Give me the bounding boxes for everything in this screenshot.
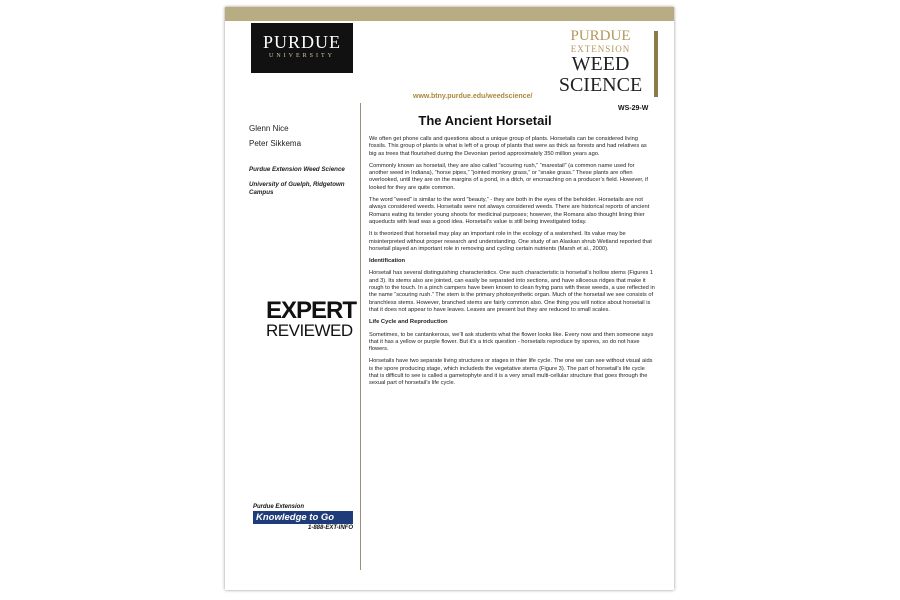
article-body (369, 136, 655, 393)
ktg-line1: Purdue Extension (253, 504, 305, 510)
ext-logo-line2: EXTENSION (570, 44, 631, 54)
paragraph: It is theorized that horsetail may play an important role in the ecology of a watershed. Its value may be misinterpreted without proper research and understanding. One study of an Alaskan shrub Wetland reported that horsetail played an important role in removing and cycling certain nutrients (Marsh et al., 2000). (369, 231, 652, 252)
ext-logo-line3: WEED (571, 53, 630, 75)
section-heading: Life Cycle and Reproduction (369, 319, 448, 326)
expert-reviewed-badge (266, 297, 357, 340)
document-number: WS-29-W (618, 105, 649, 112)
paragraph: Sometimes, to be cantankerous, we’ll ask students what the flower looks like. Every now and then someone says that it has a yellow or purple flower. But it’s a trick question - horsetails reproduce by spores, so do not have flowers. (369, 331, 654, 353)
ext-logo-line4: SCIENCE (558, 74, 643, 96)
paragraph: Horsetail has several distinguishing characteristics. One such characteristic is horsetail’s hollow stems (Figures 1 and 3). Its stems also are jointed, can easily be separated into sections, and have siliceous ridges that make it rough to the touch. In a pinch campers have been known to clean frying pans with these weeds, a use reflected in the name “scouring rush.” The stem is the primary photosynthetic organ. Much of the horsetail we see consists of branchless stems. However, branched stems are fairly common also. One thing you will notice about horsetail is that it does not appear to have leaves. Leaves are present but they are reduced to small scales. (369, 270, 655, 313)
author-name: Glenn Nice (249, 124, 289, 133)
purdue-university-logo (251, 23, 353, 73)
paragraph: Commonly known as horsetail, they are also called “scouring rush,” “marestail” (a common name used for another weed in Indiana), “horse pipes,” “jointed monkey grass,” or “snake grass.” These plants are often overlooked, until they are on the margins of a pond, in a ditch, or encroaching on a producer’s field. However, if looked for they are quite common. (369, 162, 648, 191)
document-page (225, 7, 674, 590)
ext-logo-line1: PURDUE (570, 28, 631, 44)
affiliation: University of Guelph, Ridgetown Campus (249, 181, 345, 196)
ext-logo-bar (654, 31, 658, 97)
paragraph: The word “weed” is similar to the word “beauty,” - they are both in the eyes of the beholder. Horsetails are not always considered weeds. Horsetails were not always considered weeds. There are historical reports of ancient Romans eating its tender young shoots for medicinal purposes; however, the Romans also thought lining thier aqueducts with lead was a good idea. Horsetail’s value is still being investigated today. (369, 197, 650, 225)
purdue-logo-main: PURDUE (262, 32, 341, 52)
section-heading: Identification (369, 258, 406, 265)
header-bar (225, 7, 674, 21)
knowledge-to-go-logo (253, 504, 353, 531)
ktg-line2: Knowledge to Go (253, 511, 353, 524)
author-name: Peter Sikkema (249, 139, 302, 148)
purdue-logo-sub: UNIVERSITY (269, 53, 335, 59)
document-title: The Ancient Horsetail (418, 113, 552, 128)
paragraph: We often get phone calls and questions about a unique group of plants. Horsetails can be considered living fossils. This group of plants is what is left of a group of plants that were as thick as forests and had relatives as big as trees that flourished during the Devonian period approximately 350 million years ago. (369, 136, 647, 157)
affiliation: Purdue Extension Weed Science (249, 166, 345, 173)
paragraph: Horsetails have two separate living structures or stages in thier life cycle. The one we can see without visual aids is the spore producing stage, which includeds the vegetative stems (Figure 3). The part of horsetail’s life cycle that is difficult to see is called a gametophyte and it is a very small multi-cellular structure that goes through the sexual part of horsetail’s life cycle. (369, 358, 653, 387)
ktg-phone: 1-888-EXT-INFO (307, 525, 353, 531)
website-url[interactable]: www.btny.purdue.edu/weedscience/ (413, 93, 533, 100)
purdue-extension-weed-science-logo (543, 27, 658, 101)
column-divider (360, 103, 361, 570)
expert-badge-line2: REVIEWED (266, 321, 353, 340)
expert-badge-line1: EXPERT (266, 297, 357, 324)
